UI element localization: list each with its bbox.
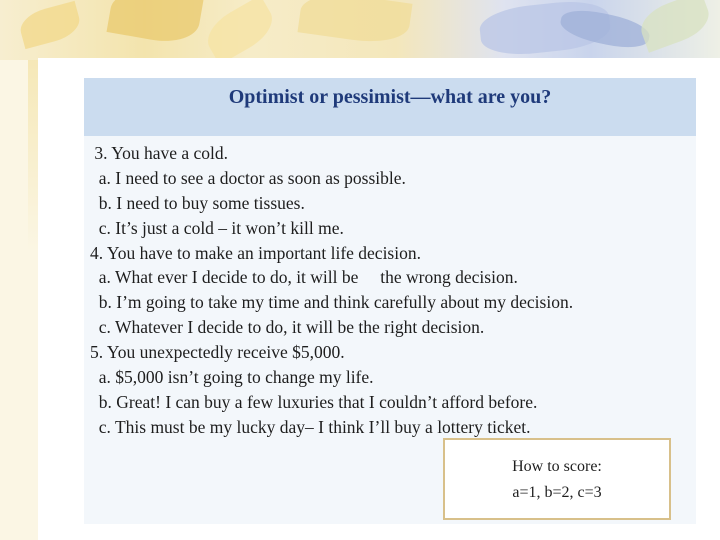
scoring-box — [443, 438, 671, 520]
answer-line: b. Great! I can buy a few luxuries that I couldn’t afford before. — [90, 391, 538, 412]
answer-line: c. Whatever I decide to do, it will be the right decision. — [90, 317, 485, 338]
slide-title: Optimist or pessimist—what are you? — [228, 86, 552, 108]
question-line: 3. You have a cold. — [90, 143, 229, 163]
question-line: 5. You unexpectedly receive $5,000. — [90, 342, 345, 363]
decorative-leaf-banner — [0, 0, 720, 60]
question-line: 4. You have to make an important life decision. — [90, 242, 421, 263]
answer-line: b. I need to buy some tissues. — [90, 192, 305, 213]
decorative-side-strip — [28, 60, 38, 540]
leaf-decoration — [297, 0, 412, 47]
scoring-values: a=1, b=2, c=3 — [512, 484, 602, 501]
answer-line: c. This must be my lucky day– I think I’ll buy a lottery ticket. — [90, 416, 531, 437]
answer-line: a. What ever I decide to do, it will be the wrong decision. — [90, 267, 518, 288]
question-list — [90, 141, 690, 440]
answer-line: a. I need to see a doctor as soon as possible. — [90, 167, 406, 188]
leaf-decoration — [107, 0, 204, 47]
answer-line: b. I’m going to take my time and think carefully about my decision. — [90, 292, 574, 313]
answer-line: c. It’s just a cold – it won’t kill me. — [90, 217, 344, 238]
answer-line: a. $5,000 isn’t going to change my life. — [90, 367, 374, 388]
leaf-decoration — [17, 1, 84, 49]
leaf-decoration — [200, 0, 281, 60]
leaf-decoration — [635, 0, 714, 53]
scoring-heading: How to score: — [512, 458, 602, 475]
